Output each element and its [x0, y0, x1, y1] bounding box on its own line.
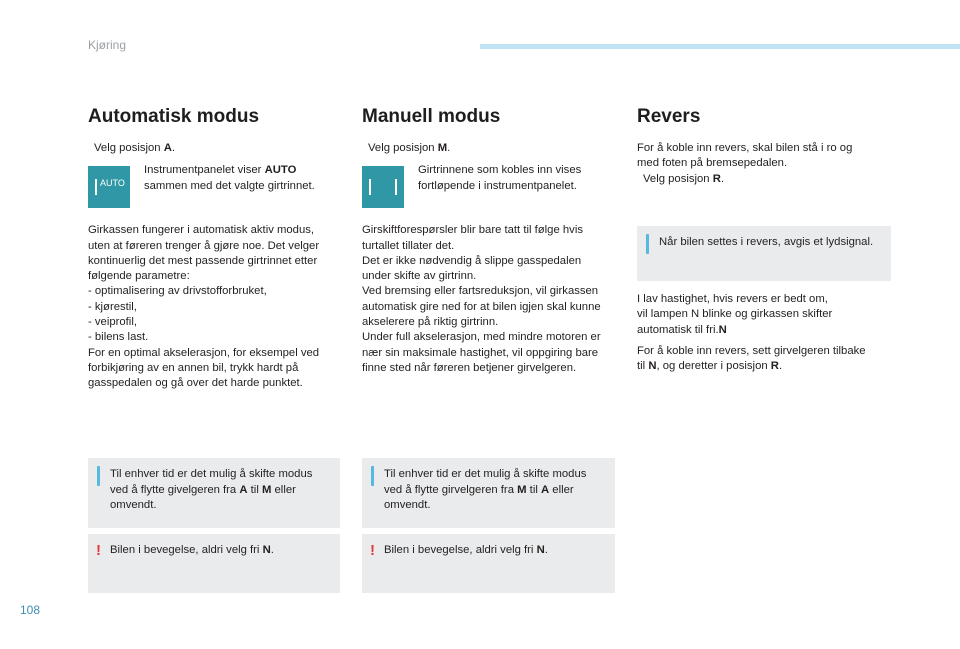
note-text: ved å flytte girvelgeren fra [384, 483, 518, 496]
desc-line-2: fortløpende i instrumentpanelet. [418, 179, 577, 192]
info-icon [646, 234, 649, 254]
manual-mode-warning-note [362, 534, 615, 593]
body-line: Ved bremsing eller fartsreduksjon, vil girkassen [362, 285, 599, 298]
para-text: automatisk til fri. [637, 323, 719, 336]
note-line: Til enhver tid er det mulig å skifte modus [384, 468, 587, 480]
para-line: For å koble inn revers, sett girvelgeren tilbake [637, 345, 866, 357]
body-line: forbikjøring av en annen bil, trykk hardt på [88, 361, 299, 374]
body-line: gasspedalen og gå over det harde punktet. [88, 377, 303, 390]
warning-bold: N [536, 544, 545, 556]
body-line: akselerere på riktig girtrinn. [362, 316, 499, 329]
warning-text: Bilen i bevegelse, aldri velg fri [384, 544, 537, 556]
step-position: R [712, 172, 721, 185]
desc-bold: AUTO [264, 164, 297, 177]
reverse-paragraph-1 [637, 292, 891, 338]
manual-gear-indicator-icon [362, 166, 404, 208]
reverse-intro-line: For å koble inn revers, skal bilen stå i ro og [637, 142, 853, 154]
step-label: Velg posisjon [94, 142, 161, 154]
note-bold: M [261, 483, 272, 496]
manual-indicator-description [418, 163, 581, 208]
desc-line-1: Girtrinnene som kobles inn vises [418, 164, 582, 177]
desc-line-1 [144, 163, 315, 178]
warning-bold: N [262, 544, 271, 556]
warning-end: . [270, 544, 274, 556]
reverse-section [637, 106, 891, 187]
para-bold: R [770, 360, 779, 373]
warning-icon: ! [370, 542, 375, 559]
body-line: Under full akselerasjon, med mindre motoren er [362, 331, 601, 344]
warning-line [384, 543, 605, 559]
info-icon [97, 466, 100, 486]
header-accent-bar [480, 44, 960, 49]
warning-icon: ! [96, 542, 101, 559]
para-text: , og deretter i posisjon [656, 360, 771, 373]
body-line: under skifte av girtrinn. [362, 270, 477, 283]
step-text [368, 141, 450, 156]
step-position: M [437, 142, 448, 154]
reverse-step [637, 172, 891, 187]
note-text: eller [271, 483, 296, 496]
automatic-mode-section [88, 106, 342, 392]
manual-mode-section [362, 106, 616, 376]
note-line: Til enhver tid er det mulig å skifte modus [110, 468, 313, 480]
para-line [637, 323, 891, 338]
warning-text: Bilen i bevegelse, aldri velg fri [110, 544, 263, 556]
body-line: - bilens last. [88, 331, 149, 344]
step-label: Velg posisjon [368, 142, 435, 154]
note-bold: A [239, 483, 248, 496]
step-end: . [447, 142, 451, 154]
para-bold: N [648, 360, 657, 373]
para-text: til [637, 360, 649, 373]
manual-mode-info-note [362, 458, 615, 528]
para-line: I lav hastighet, hvis revers er bedt om, [637, 293, 828, 305]
note-line: omvendt. [384, 499, 431, 511]
note-text: til [247, 483, 262, 496]
reverse-info-note [637, 226, 891, 281]
note-text: til [526, 483, 541, 496]
manual-mode-title: Manuell modus [362, 106, 501, 127]
note-bold: A [540, 483, 550, 496]
step-end: . [720, 172, 725, 185]
automatic-mode-warning-note [88, 534, 340, 593]
indicator-label: AUTO [100, 178, 125, 189]
indicator-bar [369, 179, 371, 195]
automatic-mode-step [88, 141, 342, 156]
note-line: omvendt. [110, 499, 157, 511]
step-label: Velg posisjon [643, 172, 710, 185]
automatic-mode-title: Automatisk modus [88, 106, 260, 127]
body-line: uten at føreren trenger å gjøre noe. Det velger [88, 239, 320, 252]
reverse-title: Revers [637, 106, 701, 127]
note-bold: M [517, 483, 527, 496]
automatic-mode-info-note [88, 458, 340, 528]
note-line: Når bilen settes i revers, avgis et lydsignal. [659, 236, 874, 248]
body-line: finne sted når føreren betjener girvelgeren. [362, 361, 577, 374]
body-line: nær sin maksimale hastighet, vil oppgiring bare [362, 346, 599, 359]
warning-end: . [544, 544, 548, 556]
note-text: ved å flytte givelgeren fra [110, 483, 240, 496]
note-text: eller [549, 483, 574, 496]
desc-line-2: sammen med det valgte girtrinnet. [144, 179, 315, 192]
body-line: følgende parametre: [88, 270, 190, 283]
body-line: - kjørestil, [88, 300, 137, 313]
page-number: 108 [20, 603, 41, 617]
body-line: automatisk gire ned for at bilen igjen skal kunne [362, 300, 601, 313]
automatic-mode-body [88, 223, 342, 391]
manual-mode-body [362, 223, 616, 376]
para-text: . [778, 360, 783, 373]
step-position: A [163, 142, 172, 154]
desc-text: Instrumentpanelet viser [144, 164, 265, 177]
section-label: Kjøring [88, 38, 127, 52]
body-line: Girkassen fungerer i automatisk aktiv modus, [88, 224, 315, 237]
manual-mode-step [362, 141, 616, 156]
note-line [110, 483, 330, 499]
step-text [94, 141, 175, 156]
body-line: kontinuerlig det mest passende girtrinnet etter [88, 254, 318, 267]
manual-indicator-row [362, 166, 616, 208]
auto-indicator-row [88, 166, 342, 208]
body-line: Det er ikke nødvendig å slippe gasspedalen [362, 254, 582, 267]
indicator-bar [95, 179, 97, 195]
reverse-paragraph-2 [637, 344, 891, 375]
warning-line [110, 543, 330, 559]
reverse-intro-line: med foten på bremsepedalen. [637, 157, 788, 170]
auto-indicator-description [144, 163, 315, 208]
step-text [643, 172, 724, 187]
auto-gear-indicator-icon [88, 166, 130, 208]
body-line: - optimalisering av drivstofforbruket, [88, 285, 267, 298]
body-line: For en optimal akselerasjon, for eksempel ved [88, 346, 320, 359]
step-end: . [171, 142, 176, 154]
info-icon [371, 466, 374, 486]
body-line: Girskiftforespørsler blir bare tatt til følge hvis [362, 224, 583, 237]
para-line: vil lampen N blinke og girkassen skifter [637, 308, 833, 321]
note-line [384, 483, 605, 499]
body-line: - veiprofil, [88, 316, 137, 329]
para-bold: N [718, 323, 727, 336]
para-line [637, 359, 891, 374]
body-line: turtallet tillater det. [362, 239, 455, 252]
indicator-bar [395, 179, 397, 195]
